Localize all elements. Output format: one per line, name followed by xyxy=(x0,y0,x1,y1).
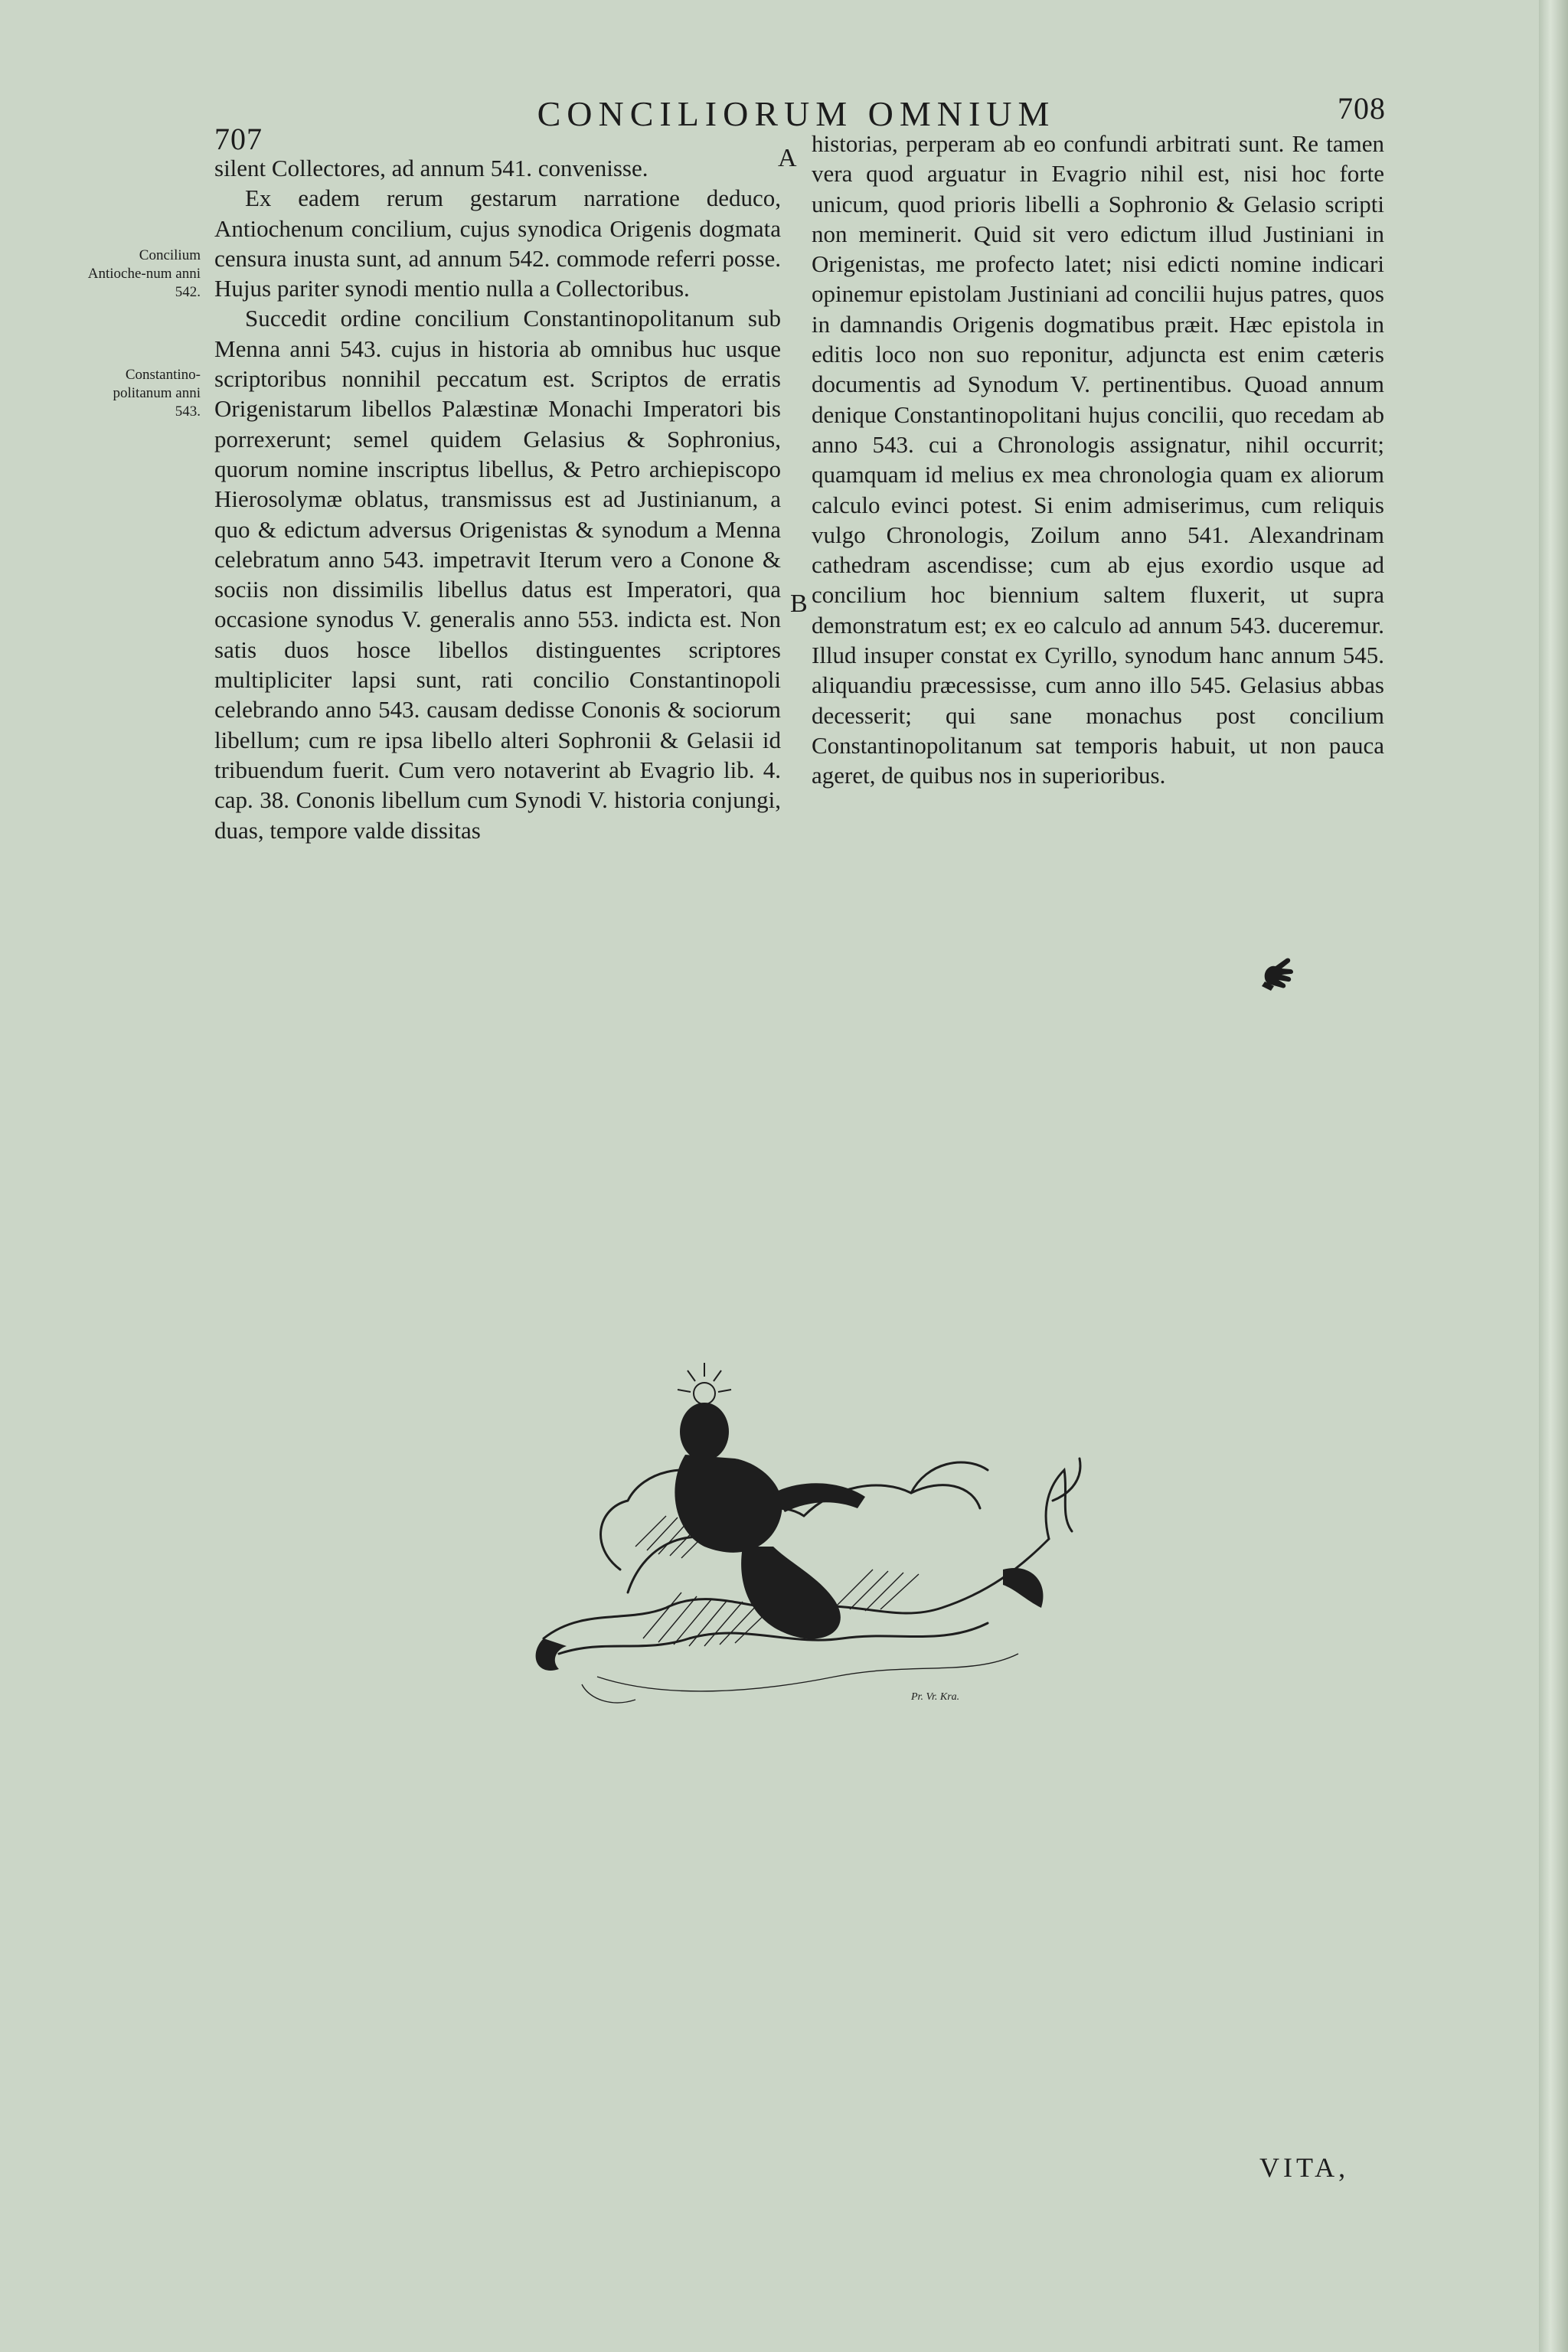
catchword: VITA, xyxy=(1259,2152,1350,2183)
left-column xyxy=(214,153,781,845)
column-mark-b: B xyxy=(790,590,808,618)
column-mark-a: A xyxy=(778,144,797,172)
pointing-hand-icon xyxy=(1256,948,1302,994)
page-binding-edge xyxy=(1539,0,1568,2352)
left-paragraph: silent Collectores, ad annum 541. convenisse. xyxy=(214,155,648,181)
vignette-signature: Pr. Vr. Kra. xyxy=(911,1691,960,1703)
page-number-right: 708 xyxy=(1338,91,1386,126)
margin-note-antioch: Concilium Antioche-num anni 542. xyxy=(87,247,201,300)
left-paragraph: Succedit ordine concilium Constantinopolitanum sub Menna anni 543. cujus in historia ab omnibus huc usque scriptoribus nonnihil peccatum est. Scriptos de erratis Origenistarum libellos Palæstinæ Monachi Imperatori bis porrexerunt; semel quidem Gelasius & Sophronius, quorum nomine inscriptus libellus, & Petro archiepiscopo Hierosolymæ oblatus, transmissus est ad Justinianum, a quo & edictum adversus Origenistas & synodum a Menna celebratum anno 543. impetravit Iterum vero a Conone & sociis non dissimilis libellus datus est Imperatori, qua occasione synodus V. generalis anno 553. indicta est. Non satis duos hosce libellos distinguentes scriptores multipliciter lapsi sunt, rati concilio Constantinopoli celebrando anno 543. causam dedisse Cononis & sociorum libellum; cum re ipsa libello alteri Sophronii & Gelasii id tribuendum fuerit. Cum vero notaverint ab Evagrio lib. 4. cap. 38. Cononis libellum cum Synodi V. historia conjungi, duas, tempore valde dissitas xyxy=(214,305,781,844)
right-paragraph: historias, perperam ab eo confundi arbitrati sunt. Re tamen vera quod arguatur in Evagrio nihil est, nisi hoc forte unicum, quod prioris libelli a Sophronio & Gelasio scripti non meminerit. Quid sit vero edictum illud Justiniani in Origenistas, me profecto latet; nisi edicti nomine indicari opinemur epistolam Justiniani ad concilii hujus patres, quos in damnandis Origenis dogmatibus præit. Hæc epistola in editis loco non suo reponitur, adjuncta est enim cæteris documentis ad Synodum V. pertinentibus. Quoad annum denique Constantinopolitani hujus concilii, quo recedam ab anno 543. cui a Chronologis assignatur, nihil occurrit; quamquam id melius ex mea chronologia quam ex aliorum calculo evinci potest. Si enim admiserimus, cum reliquis vulgo Chronologis, Zoilum anno 541. Alexandrinam cathedram ascendisse; cum ab ejus exordio usque ad concilium hoc biennium saltem fluxerit, ut supra demonstratum est; ex eo calculo ad annum 543. duceremur. Illud insuper constat ex Cyrillo, synodum hanc annum 545. aliquandiu præcessisse, cum anno illo 545. Gelasius abbas decesserit; qui sane monachus post concilium Constantinopolitanum sat temporis habuit, ut non pauca ageret, de quibus nos in superioribus. xyxy=(812,130,1384,789)
right-column xyxy=(812,129,1384,791)
page-number-left: 707 xyxy=(214,122,263,156)
running-title: CONCILIORUM OMNIUM xyxy=(537,94,1056,133)
margin-note-constantinople: Constantino-politanum anni 543. xyxy=(113,367,201,420)
left-paragraph: Ex eadem rerum gestarum narratione deduco, Antiochenum concilium, cujus synodica Origenis dogmata censura inusta sunt, ad annum 542. commode referri posse. Hujus pariter synodi mentio nulla a Collectoribus. xyxy=(214,185,781,302)
decorative-vignette xyxy=(513,1317,1110,1730)
